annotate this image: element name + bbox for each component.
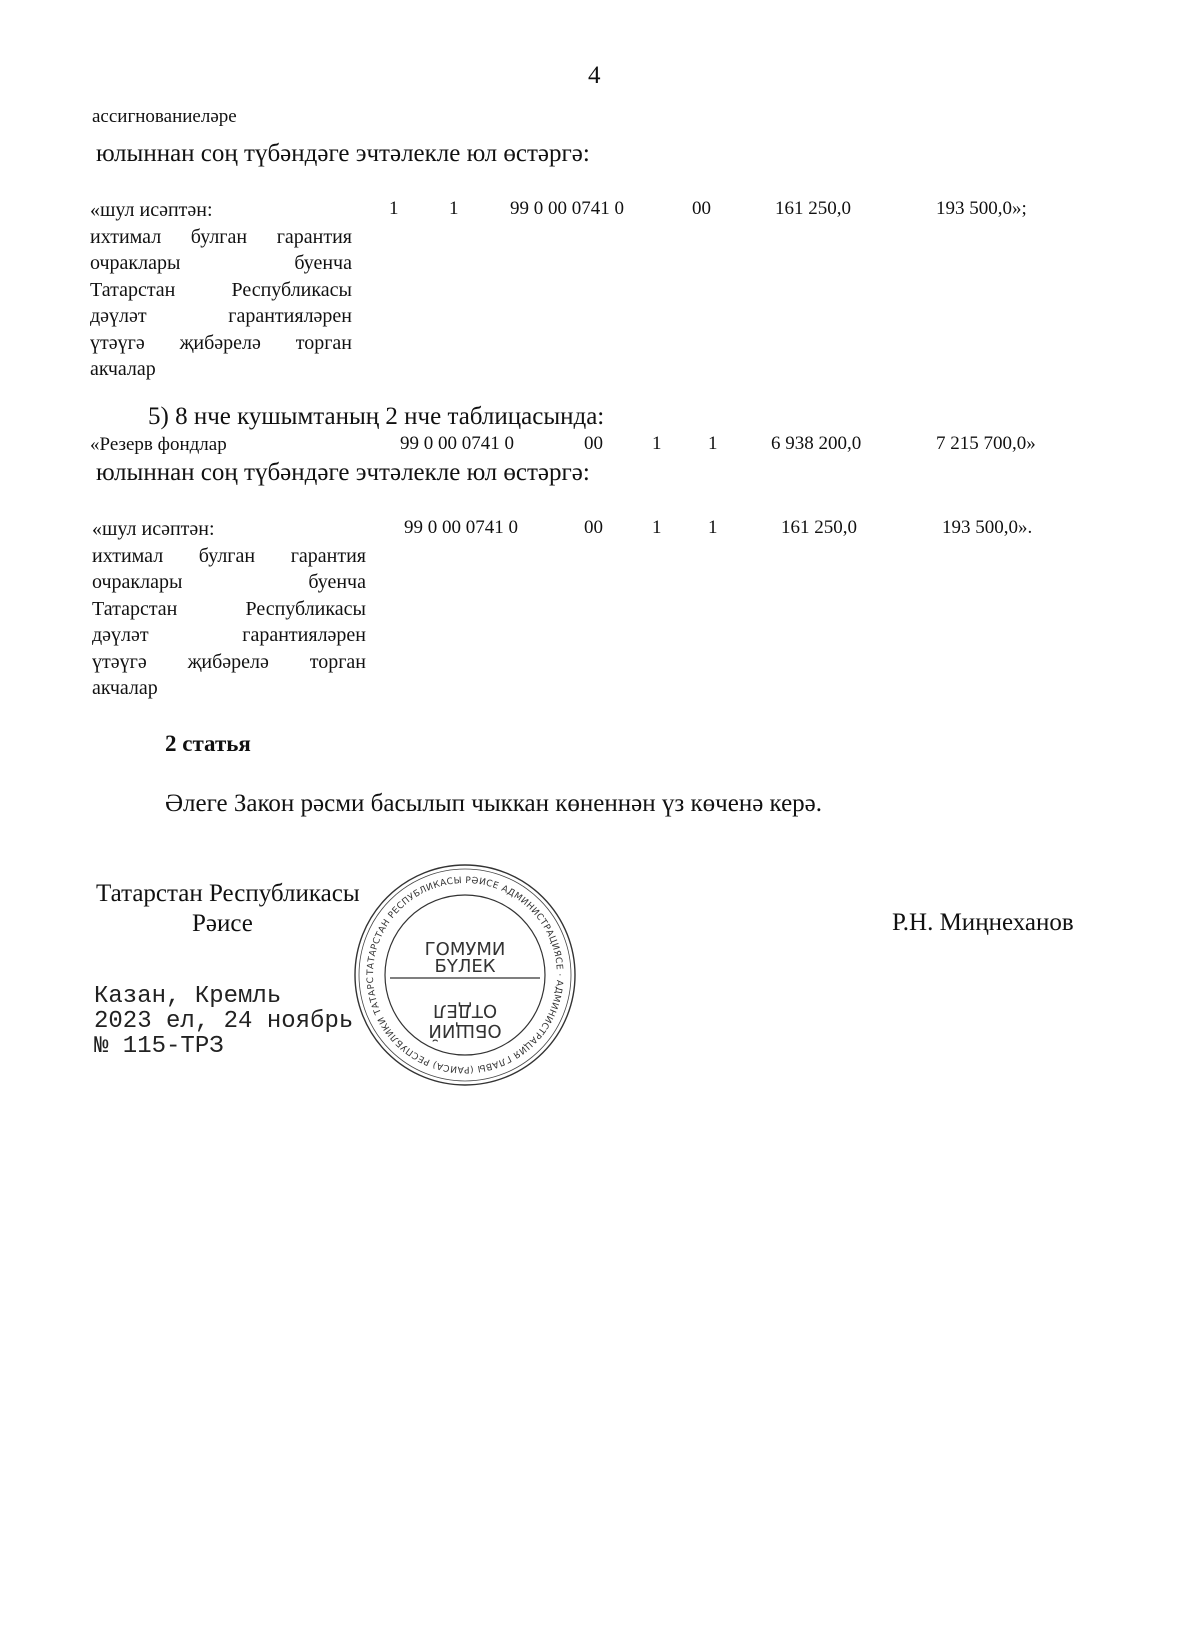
row2-desc-line: ихтимал булган гарантия [92,544,366,567]
date-line: 2023 ел, 24 ноябрь [94,1008,354,1035]
row1-cell: 193 500,0»; [936,198,1027,219]
row1-cell: 99 0 00 0741 0 [510,198,624,219]
row1-desc-line: ихтимал булган гарантия [90,225,352,248]
row2-description [92,516,366,702]
row1-desc-line: дәүләт гарантияләрен [90,305,352,327]
law-number-line: № 115-ТРЗ [94,1033,224,1060]
seal-center-text: ОБЩИЙ [428,1020,502,1041]
row2-cell: 99 0 00 0741 0 [404,517,518,538]
reserve-cell: 00 [584,433,603,454]
seal-ring-text: ТАТАРСТАН РЕСПУБЛИКАСЫ РӘИСЕ АДМИНИСТРАЦИЯСЕ · АДМИНИСТРАЦИЯ ГЛАВЫ (РАИСА) РЕСПУБЛИКИ ТАТАРС [365,875,565,1075]
article-text: Әлеге Закон рәсми басылып чыккан көненнән үз көченә керә. [165,790,823,817]
row1-cell: 1 [389,198,399,219]
after-reserve-line: юлыннан соң түбәндәге эчтәлекле юл өстәргә: [96,459,590,486]
reserve-cell: 1 [652,433,662,454]
reserve-cell: 6 938 200,0 [771,433,862,454]
row2-cell: 00 [584,517,603,538]
seal-center-text: ГОМУМИ [424,939,506,960]
signatory-name: Р.Н. Миңнеханов [892,909,1074,936]
reserve-cell: 1 [708,433,718,454]
seal-center-text: ОТДЕЛ [432,1000,498,1021]
row2-desc-line: акчалар [92,677,158,699]
intro-line-1: ассигнованиеләре [92,106,237,127]
reserve-cell: 99 0 00 0741 0 [400,433,514,454]
row1-cell: 00 [692,198,711,219]
row2-cell: 161 250,0 [781,517,857,538]
page-number: 4 [588,62,601,89]
signature-title-line-2: Рәисе [192,910,253,937]
item-5-heading: 5) 8 нче кушымтаның 2 нче таблицасында: [148,403,605,430]
row2-desc-line: очраклары буенча [92,571,366,593]
reserve-label: «Резерв фондлар [90,434,227,455]
row1-cell: 1 [449,198,459,219]
article-heading: 2 статья [165,731,251,756]
reserve-cell: 7 215 700,0» [936,433,1036,454]
place-line: Казан, Кремль [94,983,282,1010]
row2-desc-line: үтәүгә җибәрелә торган [92,650,366,673]
row1-description [90,197,352,383]
row1-cell: 161 250,0 [775,198,851,219]
row1-desc-line: очраклары буенча [90,252,352,274]
row1-desc-line: Татарстан Республикасы [90,278,352,301]
intro-line-2: юлыннан соң түбәндәге эчтәлекле юл өстәргә: [96,140,590,167]
row2-cell: 1 [708,517,718,538]
signature-title-line-1: Татарстан Республикасы [96,880,360,907]
row2-desc-line: Татарстан Республикасы [92,597,366,620]
official-seal-stamp [350,860,580,1090]
row2-desc-line: «шул исәптән: [92,518,215,540]
row1-desc-line: «шул исәптән: [90,199,213,221]
row2-cell: 1 [652,517,662,538]
seal-graphic [350,860,580,1090]
row2-desc-line: дәүләт гарантияләрен [92,624,366,646]
row2-cell: 193 500,0». [942,517,1033,538]
row1-desc-line: үтәүгә җибәрелә торган [90,331,352,354]
seal-center-text: БҮЛЕК [434,956,496,977]
row1-desc-line: акчалар [90,358,156,380]
